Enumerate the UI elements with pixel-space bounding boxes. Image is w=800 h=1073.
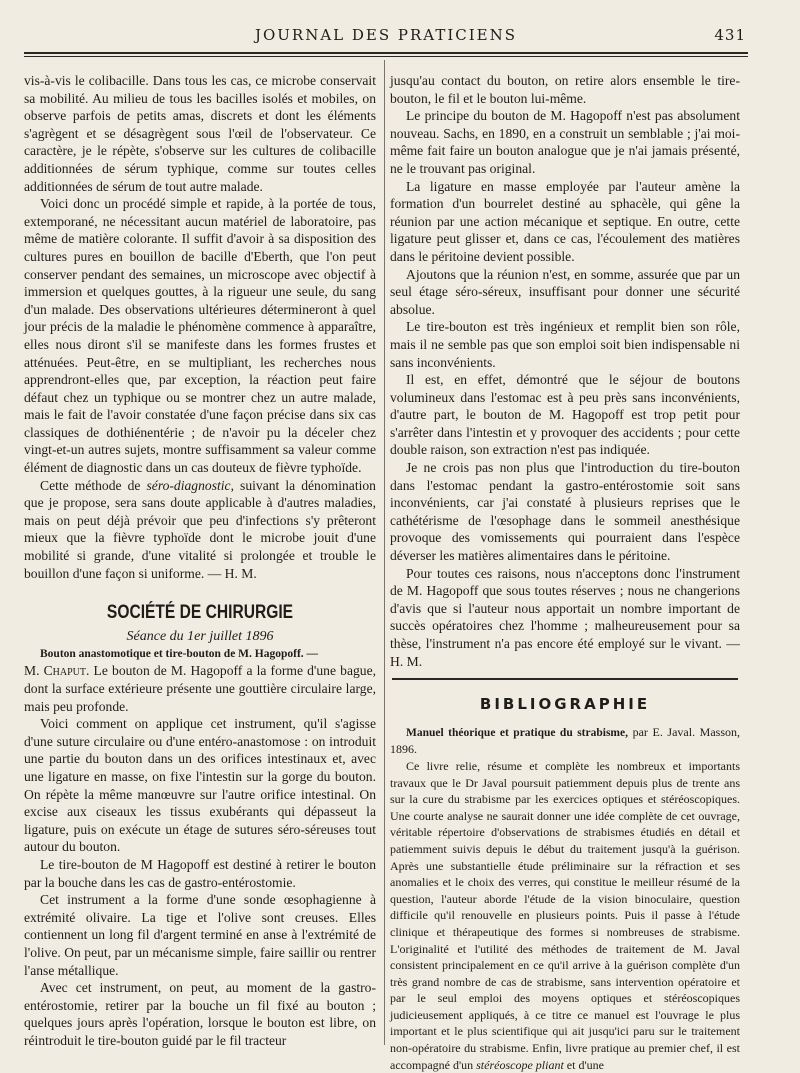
section-rule — [392, 678, 738, 680]
column-divider — [384, 60, 385, 1045]
article-subheading: Bouton anastomotique et tire-bouton de M. Hagopoff. — — [40, 648, 319, 661]
review-text — [390, 758, 740, 1073]
paragraph: Pour toutes ces raisons, nous n'acceptons donc l'instrument de M. Hagopoff que sous toutes réserves ; nous ne changerions d'avis que si l'auteur nous apportait un nombre important de succès opératoires chez l'homme ; malheureusement pour sa thèse, l'instrument n'a pas encore été employé sur le vivant. — H. M. — [390, 565, 740, 669]
book-citation — [390, 724, 740, 758]
session-date: Séance du 1er juillet 1896 — [126, 628, 274, 644]
emphasis: stéréoscope pliant — [476, 1057, 564, 1072]
left-column — [24, 72, 376, 1049]
header-rule-thin — [24, 56, 748, 57]
page-number: 431 — [714, 26, 746, 44]
header-rule-thick — [24, 52, 748, 54]
paragraph: Le tire-bouton est très ingénieux et remplit bien son rôle, mais il ne semble pas que son emploi soit bien indispensable ni sans inconvénients. — [390, 319, 740, 370]
paragraph — [24, 477, 376, 583]
bibliography-heading: BIBLIOGRAPHIE — [479, 695, 651, 714]
text-run: et d'une — [563, 1057, 604, 1072]
book-title: Manuel théorique et pratique du strabisme, — [406, 726, 628, 739]
text-run: Cette méthode de — [40, 477, 147, 493]
journal-title: JOURNAL DES PRATICIENS — [254, 26, 518, 44]
paragraph — [24, 662, 376, 715]
emphasis: séro-diagnostic — [146, 477, 231, 493]
page-header — [26, 26, 746, 48]
paragraph: Cet instrument a la forme d'une sonde œsophagienne à extrémité olivaire. La tige et l'olive sont creuses. Elles contiennent un long fil d'argent terminé en anse à l'extrémité de l'olive. On peut, par un mécanisme simple, faire saillir ou rentrer l'anse métallique. — [24, 892, 376, 978]
paragraph: jusqu'au contact du bouton, on retire alors ensemble le tire-bouton, le fil et le bouton lui-même. — [390, 73, 740, 106]
paragraph: Il est, en effet, démontré que le séjour de boutons volumineux dans l'estomac est à peu près sans inconvénients, d'autre part, le bouton de M. Hagopoff est trop petit pour s'arrêter dans l'intestin et y provoquer des accidents ; pour cette double raison, son extraction n'est pas indiquée. — [390, 372, 740, 458]
paragraph: Voici donc un procédé simple et rapide, à la portée de tous, extemporané, ne nécessitant aucun matériel de laboratoire, pas même de matière colorante. Il suffit d'avoir à sa disposition des cultures pures en bouillon de bacille d'Eberth, que l'on peut conserver pendant des semaines, un microscope avec objectif à immersion et quelques gouttes, à la rigueur une seule, du sang d'un malade. Des observations ultérieures détermineront à quel jour précis de la maladie le phénomène commence à apparaître, elles nous diront s'il se manifeste dans les formes frustes et atténuées. Peut-être, en se multipliant, les recherches nous apprendront-elles que, par exception, la réaction peut faire défaut chez un typhique ou se montrer chez un autre malade, mais le fait de l'avoir constatée d'une façon précise dans six cas classiques de dothiénentérie ; de n'avoir pu la déceler chez vingt-et-un autres sujets, montre suffisamment sa valeur comme élément de diagnostic dans un cas douteux de fièvre typhoïde. — [24, 196, 376, 476]
paragraph: Ajoutons que la réunion n'est, en somme, assurée que par un seul étage séro-séreux, insuffisant pour donner une sécurité absolue. — [390, 266, 740, 317]
speaker-name: M. Chaput. — [24, 663, 90, 679]
text-run: Le bouton de M. Hagopoff a la forme d'une bague, dont la surface extérieure présente une gouttière circulaire large, mais peu profonde. — [24, 663, 376, 714]
paragraph: Je ne crois pas non plus que l'introduction du tire-bouton dans l'estomac pendant la gastro-entérostomie soit sans inconvénients, car j'ai constaté à plusieurs reprises que le cathétérisme de l'œsophage dans le sommeil anesthésique provoque des vomissements qui pourraient dans l'espèce déverser les matières alimentaires dans le péritoine. — [390, 460, 740, 564]
text-run: Ce livre relie, résume et complète les nombreux et importants travaux que le Dr Javal poursuit patiemment depuis plus de trente ans sur la cure du strabisme par les exercices optiques et stéréoscopiques. Une courte analyse ne saurait donner une idée complète de cet ouvrage, véritable répertoire d'observations de strabismes étudiés en détail et patiemment suivis depuis le début du traitement jusqu'à la guérison. Après une substantielle étude préliminaire sur la réfraction et ses anomalies et le choix des verres, qui constitue le meilleur résumé de la question, l'auteur aborde l'étude de la vision binoculaire, question difficile qu'il renouvelle en plusieurs points. Puis il passe à l'étude clinique et thérapeutique des formes si nombreuses de strabisme. L'originalité et l'utilité des méthodes de traitement de M. Javal consistent principalement en ce qu'il arrive à la guérison complète d'un très grand nombre de cas de strabisme, sans intervention opératoire et par le seul emploi des moyens optiques et stéréoscopiques judicieusement appliqués, à ce titre ce manuel est l'ouvrage le plus important et le plus scientifique qui ait jusqu'ici paru sur le traitement non-opératoire du strabisme. Enfin, livre pratique au premier chef, il est accompagné d'un — [390, 758, 740, 1072]
book-author: par E. Javal. Masson, 1896. — [390, 724, 740, 757]
paragraph: vis-à-vis le colibacille. Dans tous les cas, ce microbe conservait sa mobilité. Au milieu de tous les bacilles isolés et mobiles, on observe parfois de petits amas, discrets et dont les éléments s'agrègent et se désagrègent sous l'œil de l'observateur. Ce caractère, je le répète, s'observe sur les cultures de colibacille additionnées de sérum typhique, comme sur toutes celles additionnées de sérum de tout autre malade. — [24, 73, 376, 194]
book-review — [390, 724, 740, 1073]
paragraph: Avec cet instrument, on peut, au moment de la gastro-entérostomie, retirer par la bouche un fil fixé au bouton ; quelques jours après l'opération, lorsque le bouton est libre, on réintroduit le tire-bouton guidé par le fil tracteur — [24, 980, 376, 1048]
section-heading: SOCIÉTÉ DE CHIRURGIE — [106, 602, 294, 624]
paragraph: La ligature en masse employée par l'auteur amène la formation d'un bourrelet destiné au sphacèle, qui gêne la réunion par une action mécanique et septique. En outre, cette ligature peut glisser et, dans ce cas, l'écoulement des matières dans le péritoine devient possible. — [390, 178, 740, 264]
paragraph: Le principe du bouton de M. Hagopoff n'est pas absolument nouveau. Sachs, en 1890, en a construit un semblable ; j'ai moi-même fait faire un bouton analogue que je n'ai jamais présenté, ne le trouvant pas original. — [390, 108, 740, 176]
paragraph: Voici comment on applique cet instrument, qu'il s'agisse d'une suture circulaire ou d'une entéro-anastomose : on introduit une partie du bouton dans un des orifices intestinaux et, avec une ligature en masse, on fixe l'intestin sur la gorge du bouton. On répète la même manœuvre sur l'autre orifice intestinal. On excise aux ciseaux les tissus exubérants qui dépasseut la ligature, puis on exécute un étage de sutures séro-séreuses tout autour du bouton. — [24, 716, 376, 855]
right-column — [390, 72, 740, 1073]
text-run: , suivant la dénomination que je propose, sera sans doute applicable à d'autres maladies, mais on peut déjà prévoir que peu d'infections s'y prêteront mieux que la fièvre typhoïde dont le microbe jouit d'une mobilité si grande, d'une vitalité si prolongée et trouble le bouillon d'une façon si uniforme. — H. M. — [24, 477, 376, 581]
paragraph: Le tire-bouton de M Hagopoff est destiné à retirer le bouton par la bouche dans les cas de gastro-entérostomie. — [24, 856, 376, 890]
